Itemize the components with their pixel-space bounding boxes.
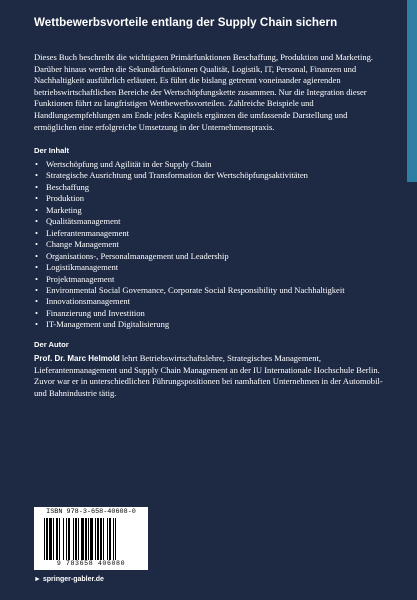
list-item: • Environmental Social Governance, Corporate Social Responsibility und Nachhaltigkeit [34,285,374,296]
list-item: • Strategische Ausrichtung und Transformation der Wertschöpfungsaktivitäten [34,170,374,181]
author-bio [34,353,390,399]
list-item: • Change Management [34,239,374,250]
list-item: • Projektmanagement [34,274,374,285]
list-item: • Wertschöpfung und Agilität in der Supply Chain [34,159,374,170]
publisher-url: ► springer-gabler.de [34,576,104,583]
author-bio-text: lehrt Betriebswirtschaftslehre, Strategisches Management, Lieferantenmanagement und Supply Chain Management an der IU Internationale Hochschule Berlin. Zuvor war er in unterschiedlichen Führungspositionen bei namhaften Unternehmen in der Automobil- und Bahnindustrie tätig. [34,353,383,398]
accent-bar [407,0,417,182]
isbn-label: ISBN 978-3-658-40608-0 [46,508,136,516]
author-heading: Der Autor [34,340,69,349]
list-item: • Lieferantenmanagement [34,228,374,239]
barcode-box [34,507,148,570]
list-item: • Qualitätsmanagement [34,216,374,227]
list-item: • Organisations-, Personalmanagement und Leadership [34,251,374,262]
list-item: • Beschaffung [34,182,374,193]
list-item: • Produktion [34,193,374,204]
list-item: • Marketing [34,205,374,216]
barcode-icon [44,518,142,562]
list-item: • Logistikmanagement [34,262,374,273]
list-item: • IT-Management und Digitalisierung [34,319,374,330]
barcode-digits: 9 783658 406080 [35,560,147,567]
list-item: • Innovationsmanagement [34,296,374,307]
contents-heading: Der Inhalt [34,146,70,155]
author-name: Prof. Dr. Marc Helmold [34,354,120,363]
contents-list [34,159,374,331]
book-description: Dieses Buch beschreibt die wichtigsten Primärfunktionen Beschaffung, Produktion und Marketing. Darüber hinaus werden die Sekundärfunktionen Qualität, Logistik, IT, Personal, Finanzen und Nachhaltigkeit ausführlich erläutert. Es führt die bislang getrennt voneinander agierenden betriebswirtschaftlichen Bereiche der Wertschöpfungskette zusammen. Nur die Integration dieser Funktionen führt zu langfristigen Wettbewerbsvorteilen. Zahlreiche Beispiele und Handlungsempfehlungen am Ende jedes Kapitels ergänzen die umfassende Darstellung und ermöglichen eine erfolgreiche Umsetzung in der Unternehmenspraxis. [34,52,374,132]
list-item: • Finanzierung und Investition [34,308,374,319]
publisher-url-text: springer-gabler.de [42,576,104,583]
back-cover-title: Wettbewerbsvorteile entlang der Supply Chain sichern [34,16,338,29]
